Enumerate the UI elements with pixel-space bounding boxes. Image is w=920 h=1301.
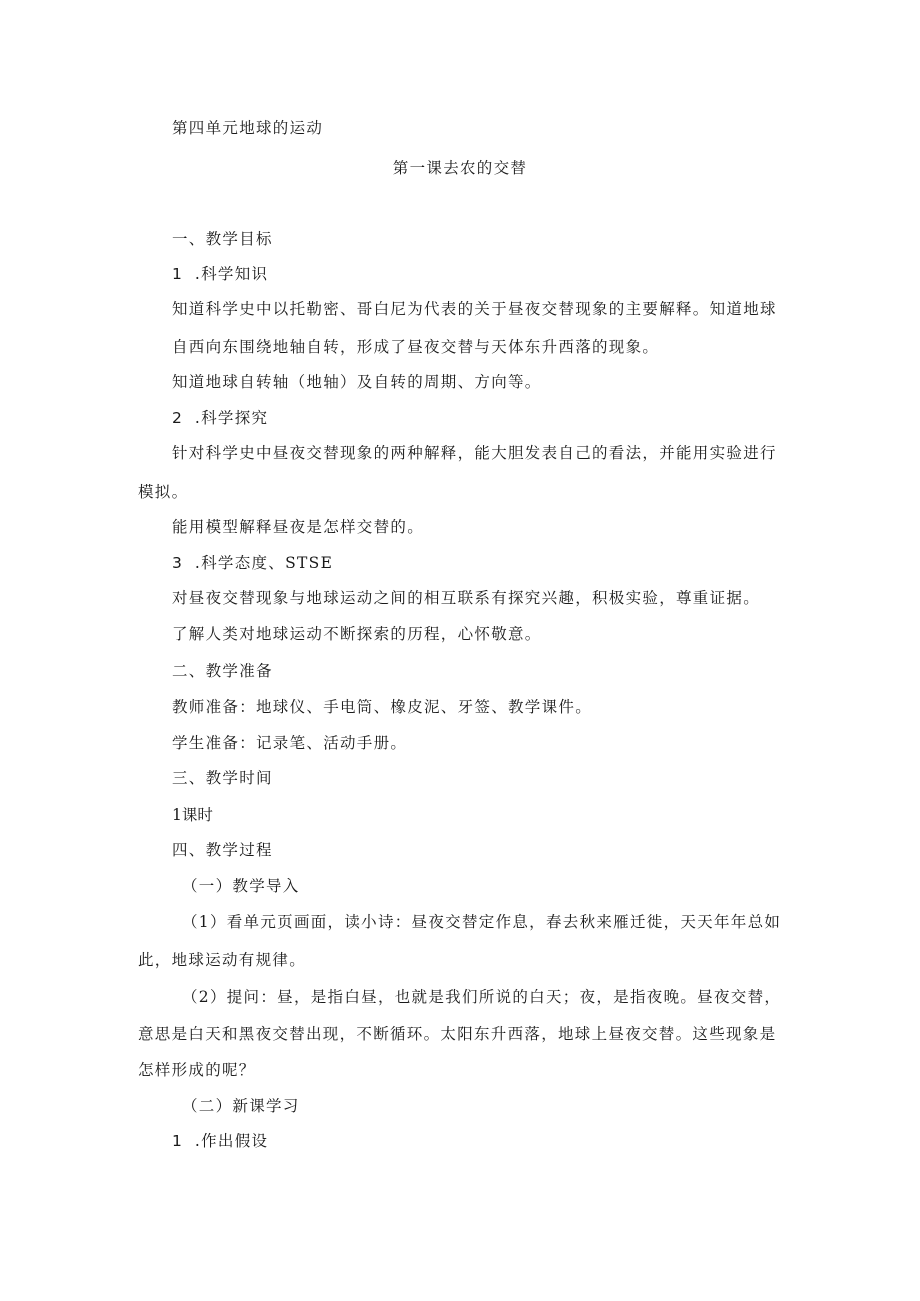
paragraph-line: 能用模型解释昼夜是怎样交替的。 <box>172 518 425 536</box>
paragraph-line: 意思是白天和黑夜交替出现，不断循环。太阳东升西落，地球上昼夜交替。这些现象是 <box>138 1025 777 1043</box>
paragraph-line: 教师准备：地球仪、手电筒、橡皮泥、牙签、教学课件。 <box>172 698 593 716</box>
paragraph-line: 针对科学史中昼夜交替现象的两种解释，能大胆发表自己的看法，并能用实验进行 <box>172 444 777 462</box>
paragraph-line: 知道地球自转轴（地轴）及自转的周期、方向等。 <box>172 373 542 391</box>
item-title: .作出假设 <box>194 1132 269 1150</box>
paragraph-line: 了解人类对地球运动不断探索的历程，心怀敬意。 <box>172 625 542 643</box>
heading-teaching-process: 四、教学过程 <box>172 841 273 859</box>
subheading-new-lesson: （二）新课学习 <box>182 1097 300 1115</box>
paragraph-line: 自西向东围绕地轴自转，形成了昼夜交替与天体东升西落的现象。 <box>172 338 660 356</box>
subheading-sci-knowledge <box>172 264 268 284</box>
paragraph-line: （2）提问：昼，是指白昼，也就是我们所说的白天；夜，是指夜晚。昼夜交替， <box>182 988 782 1006</box>
paragraph-line: （1）看单元页画面，读小诗：昼夜交替定作息，春去秋来雁迁徙，天天年年总如 <box>182 913 782 931</box>
paragraph-line: 知道科学史中以托勒密、哥白尼为代表的关于昼夜交替现象的主要解释。知道地球 <box>172 300 777 318</box>
item-number: 1 <box>172 1132 182 1150</box>
paragraph-line: 模拟。 <box>138 483 189 501</box>
subheading-sci-attitude <box>172 553 333 573</box>
subheading-sci-inquiry <box>172 408 268 428</box>
time-value: 1课时 <box>172 806 213 824</box>
subheading-step-1 <box>172 1131 268 1151</box>
item-title: .科学探究 <box>194 409 269 427</box>
lesson-title: 第一课去农的交替 <box>392 159 528 177</box>
paragraph-line: 学生准备：记录笔、活动手册。 <box>172 734 408 752</box>
unit-title: 第四单元地球的运动 <box>172 119 324 137</box>
item-number: 1 <box>172 265 182 283</box>
item-title: .科学知识 <box>194 265 269 283</box>
paragraph-line: 对昼夜交替现象与地球运动之间的相互联系有探究兴趣，积极实验，尊重证据。 <box>172 589 761 607</box>
item-number: 3 <box>172 554 182 572</box>
paragraph-line: 此，地球运动有规律。 <box>138 951 307 969</box>
paragraph-line: 怎样形成的呢？ <box>138 1061 256 1079</box>
item-title: .科学态度、STSE <box>194 554 334 572</box>
heading-teaching-time: 三、教学时间 <box>172 769 273 787</box>
heading-teaching-prep: 二、教学准备 <box>172 662 273 680</box>
subheading-intro: （一）教学导入 <box>182 877 300 895</box>
heading-teaching-goals: 一、教学目标 <box>172 230 273 248</box>
item-number: 2 <box>172 409 182 427</box>
